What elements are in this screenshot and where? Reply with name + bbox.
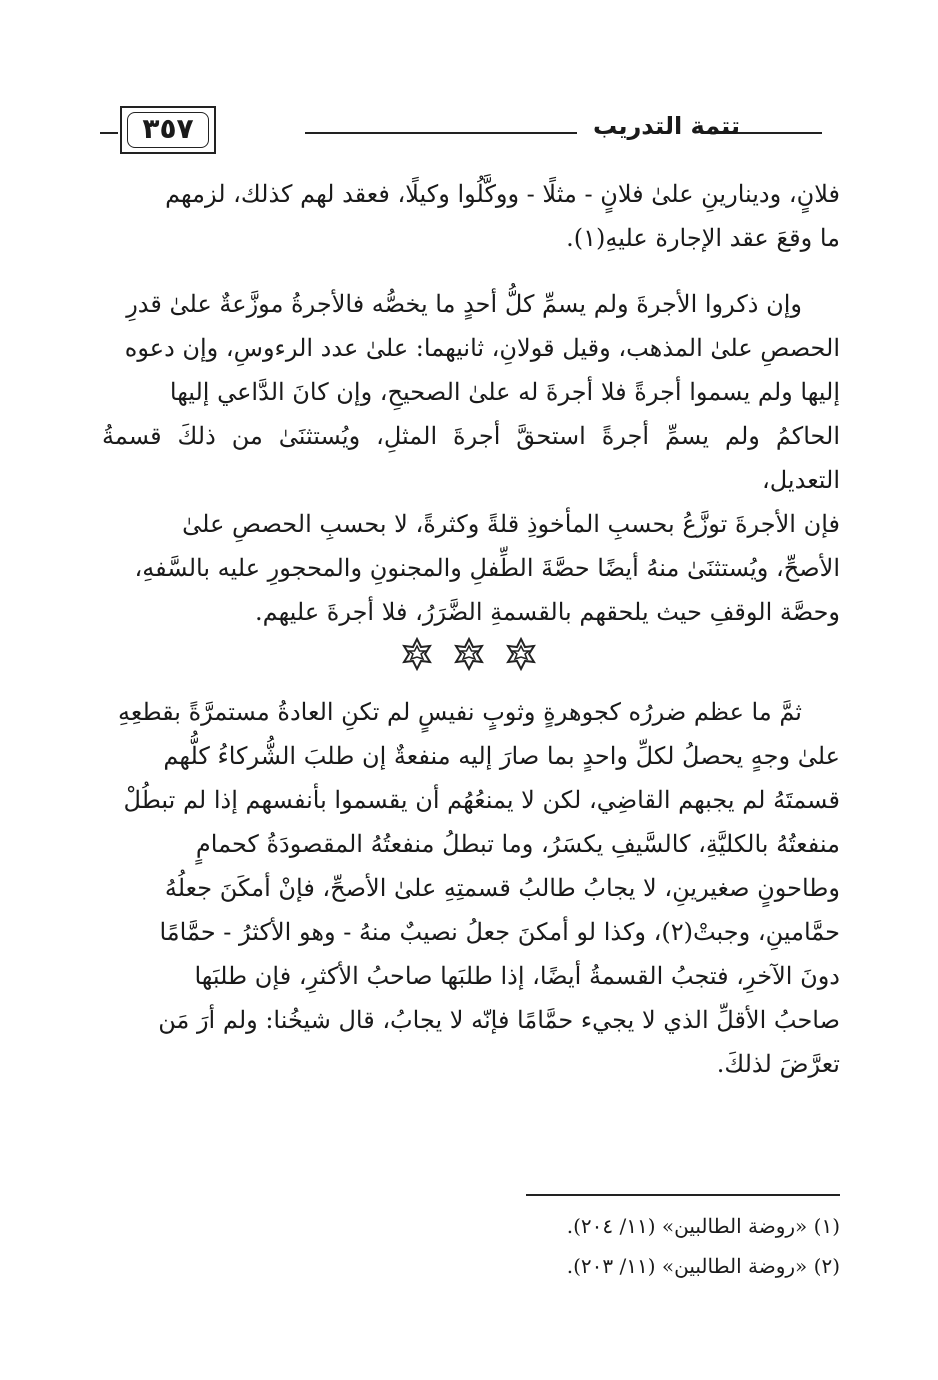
star-ornament-icon xyxy=(504,637,538,671)
text-line: قسمتَهُ لم يجبهم القاضِي، لكن لا يمنعُهُم أن يقسموا بأنفسهم إذا لم تبطُلْ xyxy=(123,786,840,814)
star-ornament-icon xyxy=(400,637,434,671)
text-line: دونَ الآخرِ، فتجبُ القسمةُ أيضًا، إذا طلبَها صاحبُ الأكثرِ، فإن طلبَها xyxy=(194,962,840,990)
star-ornament-icon xyxy=(452,637,486,671)
section-divider xyxy=(400,636,538,672)
text-line: حمَّامينِ، وجبتْ(٢)، وكذا لو أمكنَ جعلُ نصيبٌ منهُ - وهو الأكثرُ - حمَّامًا xyxy=(159,918,840,946)
footnotes xyxy=(102,1206,840,1286)
text-line: إليها ولم يسموا أجرةً فلا أجرةَ له علىٰ الصحيحِ، وإن كانَ الدَّاعي إليها xyxy=(169,378,840,406)
text-line: وإن ذكروا الأجرةَ ولم يسمِّ كلُّ أحدٍ ما يخصُّه فالأجرةُ موزَّعةٌ علىٰ قدرِ xyxy=(126,290,802,318)
text-line: الحصصِ علىٰ المذهب، وقيل قولانِ، ثانيهما: علىٰ عدد الرءوسِ، وإن دعوه xyxy=(124,334,840,362)
page-number: ٣٥٧ xyxy=(142,112,194,145)
paragraph-1 xyxy=(102,172,840,260)
text-line: الأصحِّ، ويُستثنَىٰ منهُ أيضًا حصَّةَ الطِّفلِ والمجنونِ والمحجورِ عليه بالسَّفهِ، xyxy=(134,554,840,582)
text-line: فإن الأجرةَ توزَّعُ بحسبِ المأخوذِ قلةً وكثرةً، لا بحسبِ الحصصِ علىٰ xyxy=(182,510,840,538)
page-number-frame xyxy=(120,106,216,154)
text-line: ما وقعَ عقد الإجارة عليهِ(١). xyxy=(566,224,840,252)
text-line: وطاحونٍ صغيرينِ، لا يجابُ طالبُ قسمتِهِ علىٰ الأصحِّ، فإنْ أمكَنَ جعلُهُ xyxy=(164,874,840,902)
text-line: وحصَّة الوقفِ حيث يلحقهم بالقسمةِ الضَّرَرُ، فلا أجرةَ عليهم. xyxy=(254,598,840,626)
header-rule-left xyxy=(100,132,118,134)
text-line: علىٰ وجهٍ يحصلُ لكلِّ واحدٍ بما صارَ إليه منفعةٌ إن طلبَ الشُّركاءُ كلُّهم xyxy=(163,742,840,770)
text-line: فلانٍ، ودينارينِ علىٰ فلانٍ - مثلًا - ووكَّلُوا وكيلًا، فعقد لهم كذلك، لزمهم xyxy=(165,180,840,208)
footnote-1: (١) «روضة الطالبين» (١١/ ٢٠٤). xyxy=(566,1214,840,1238)
running-title: تتمة التدريب xyxy=(593,112,740,140)
footnote-separator xyxy=(526,1194,840,1196)
page-header xyxy=(100,96,842,166)
text-line: ثمَّ ما عظم ضررُه كجوهرةٍ وثوبٍ نفيسٍ لم تكنِ العادةُ مستمرَّةً بقطعِهِ xyxy=(118,698,802,726)
text-line: صاحبُ الأقلِّ الذي لا يجيء حمَّامًا فإنّه لا يجابُ، قال شيخُنا: ولم أرَ مَن xyxy=(158,1006,840,1034)
text-line: منفعتُهُ بالكليَّةِ، كالسَّيفِ يكسَرُ، وما تبطلُ منفعتُهُ المقصودَةُ كحمامٍ xyxy=(195,830,840,858)
text-line: الحاكمُ ولم يسمِّ أجرةً استحقَّ أجرةَ المثلِ، ويُستثنَىٰ من ذلكَ قسمةُ التعديل، xyxy=(102,422,841,494)
paragraph-3 xyxy=(102,690,840,1086)
paragraph-2 xyxy=(102,282,840,634)
text-line: تعرَّضَ لذلكَ. xyxy=(716,1050,840,1078)
footnote-2: (٢) «روضة الطالبين» (١١/ ٢٠٣). xyxy=(566,1254,840,1278)
